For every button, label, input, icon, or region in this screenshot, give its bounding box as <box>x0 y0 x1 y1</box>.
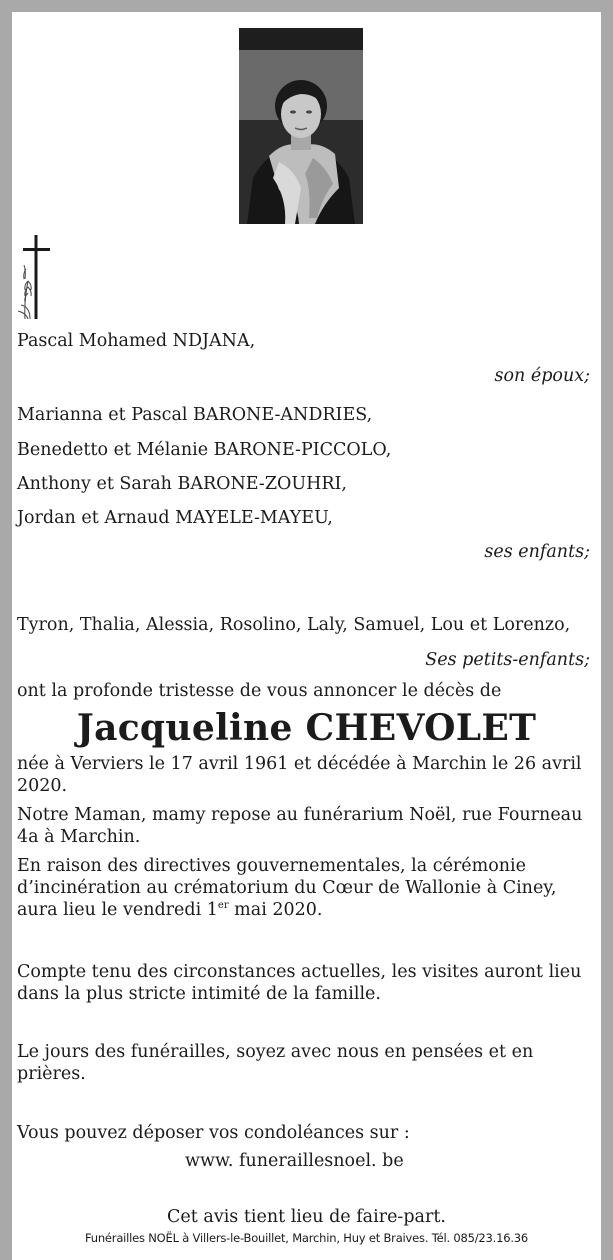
spouse-role: son époux; <box>494 366 590 386</box>
ceremony-text <box>17 855 592 921</box>
ceremony-end: mai 2020. <box>228 900 323 920</box>
birth-death-text: née à Verviers le 17 avril 1961 et décédée à Marchin le 26 avril 2020. <box>17 754 582 796</box>
ceremony-main: En raison des directives gouvernementales, la cérémonie d’incinération au crématorium du Cœur de Wallonie à Ciney, aura lieu le vendredi 1 <box>17 856 557 920</box>
condolences-text: Vous pouvez déposer vos condoléances sur : <box>17 1123 410 1143</box>
deceased-name: Jacqueline CHEVOLET <box>76 707 537 749</box>
child-line: Marianna et Pascal BARONE-ANDRIES, <box>17 405 373 425</box>
announcement-text: ont la profonde tristesse de vous annoncer le décès de <box>17 681 502 701</box>
visits-text: Compte tenu des circonstances actuelles, les visites auront lieu dans la plus stricte intimité de la famille. <box>17 962 582 1004</box>
ceremony-superscript: er <box>217 900 229 912</box>
cross-icon <box>16 235 58 319</box>
funeral-home-footer: Funérailles NOËL à Villers-le-Bouillet, Marchin, Huy et Braives. Tél. 085/23.16.36 <box>84 1231 529 1245</box>
portrait-photo <box>239 28 363 224</box>
grandchildren-role: Ses petits-enfants; <box>425 650 590 670</box>
condolences-url[interactable]: www. funeraillesnoel. be <box>185 1151 404 1171</box>
children-role: ses enfants; <box>484 542 590 562</box>
child-line: Benedetto et Mélanie BARONE-PICCOLO, <box>17 440 392 460</box>
obituary-notice <box>12 12 601 1260</box>
rest-place-text: Notre Maman, mamy repose au funérarium Noël, rue Fourneau 4a à Marchin. <box>17 805 583 847</box>
spouse-name: Pascal Mohamed NDJANA, <box>17 331 256 351</box>
grandchildren-names: Tyron, Thalia, Alessia, Rosolino, Laly, Samuel, Lou et Lorenzo, <box>17 615 571 635</box>
child-line: Jordan et Arnaud MAYELE-MAYEU, <box>17 508 333 528</box>
child-line: Anthony et Sarah BARONE-ZOUHRI, <box>17 474 347 494</box>
funeral-day-text: Le jours des funérailles, soyez avec nous en pensées et en prières. <box>17 1042 534 1084</box>
notice-text: Cet avis tient lieu de faire-part. <box>167 1207 446 1227</box>
